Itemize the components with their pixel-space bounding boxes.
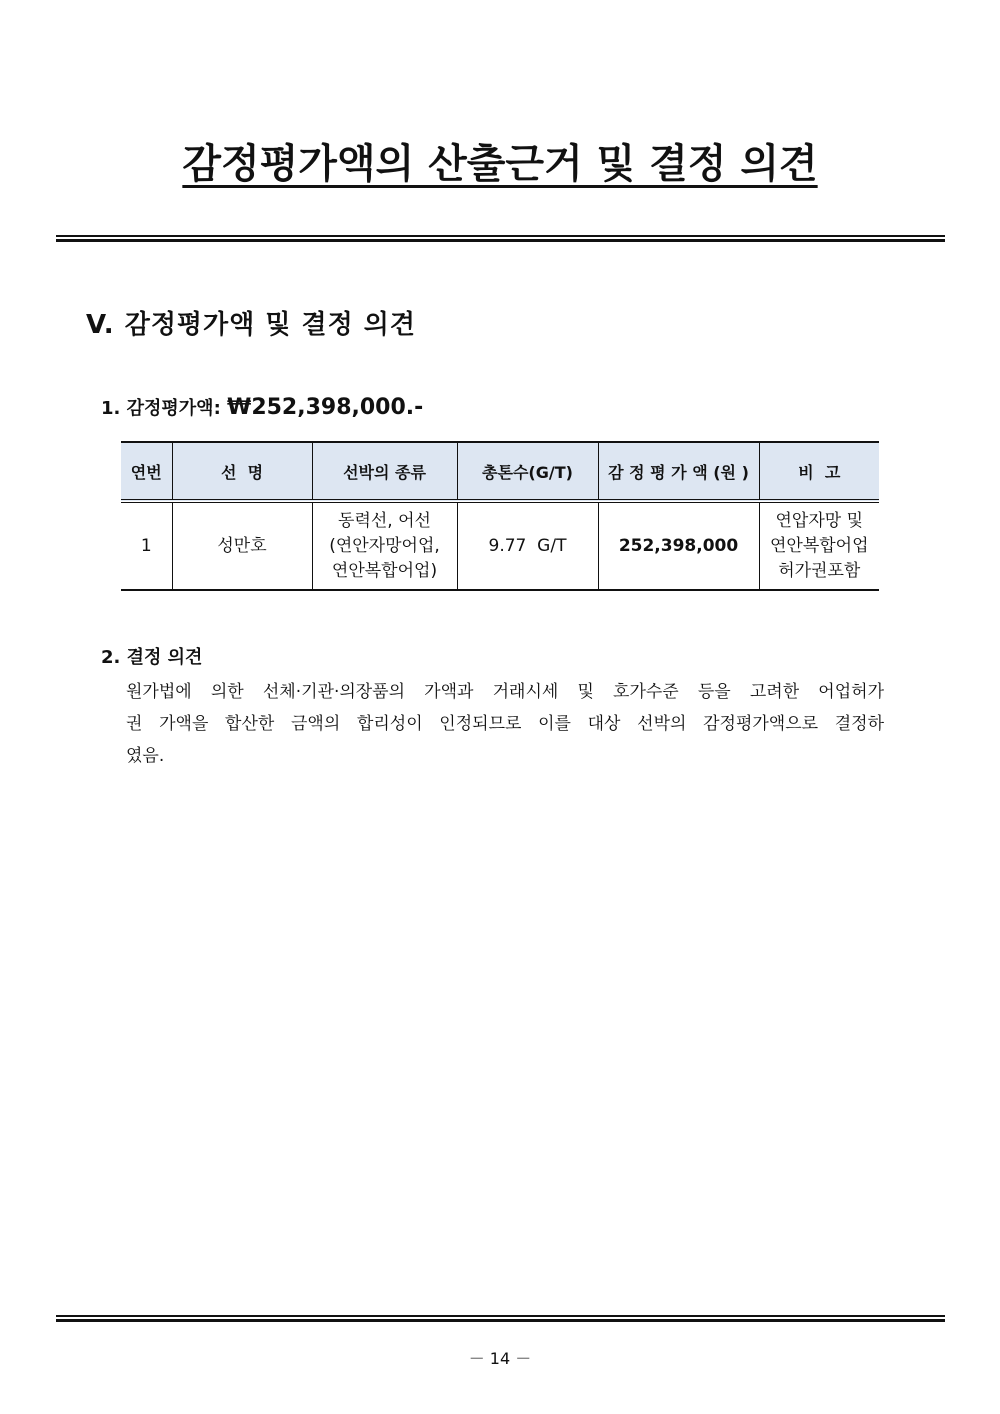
opinion-line: 였음.	[126, 746, 165, 766]
header-ship-name: 선 명	[172, 442, 312, 501]
ship-type-line: (연안자망어업,	[329, 535, 440, 556]
appraisal-amount-value: ₩252,398,000.-	[227, 395, 424, 420]
header-no: 연번	[121, 442, 172, 501]
header-gross-tonnage: 총톤수(G/T)	[457, 442, 598, 501]
table-row	[121, 501, 879, 590]
table-header-row	[121, 442, 879, 501]
cell-ship-type	[312, 501, 457, 590]
opinion-paragraph	[126, 676, 884, 772]
header-remarks: 비 고	[759, 442, 879, 501]
ship-type-line: 동력선, 어선	[338, 510, 431, 531]
appraisal-amount-label: 1. 감정평가액:	[101, 398, 228, 419]
header-appraised-value: 감 정 평 가 액 (원 )	[598, 442, 759, 501]
appraisal-table	[121, 441, 879, 591]
document-title-text: 감정평가액의 산출근거 및 결정 의견	[182, 141, 818, 187]
cell-no: 1	[121, 501, 172, 590]
opinion-heading: 2. 결정 의견	[101, 647, 203, 668]
cell-ship-name: 성만호	[172, 501, 312, 590]
cell-remarks	[759, 501, 879, 590]
page-number: － 14 －	[468, 1349, 532, 1368]
document-title	[0, 132, 1000, 189]
remarks-line: 허가권포함	[778, 560, 861, 581]
opinion-line: 권 가액을 합산한 금액의 합리성이 인정되므로 이를 대상 선박의 감정평가액으로 결정하	[126, 714, 884, 734]
opinion-line: 원가법에 의한 선체·기관·의장품의 가액과 거래시세 및 호가수준 등을 고려한 어업허가	[126, 682, 884, 702]
cell-gross-tonnage: 9.77 G/T	[457, 501, 598, 590]
appraisal-amount-line	[101, 394, 423, 420]
remarks-line: 연안복합어업	[769, 535, 869, 556]
header-ship-type: 선박의 종류	[312, 442, 457, 501]
remarks-line: 연압자망 및	[775, 510, 863, 531]
ship-type-line: 연안복합어업)	[331, 560, 438, 581]
bottom-double-rule	[56, 1315, 945, 1322]
top-double-rule	[56, 235, 945, 242]
cell-appraised-value: 252,398,000	[598, 501, 759, 590]
section-heading: V. 감정평가액 및 결정 의견	[86, 310, 417, 340]
